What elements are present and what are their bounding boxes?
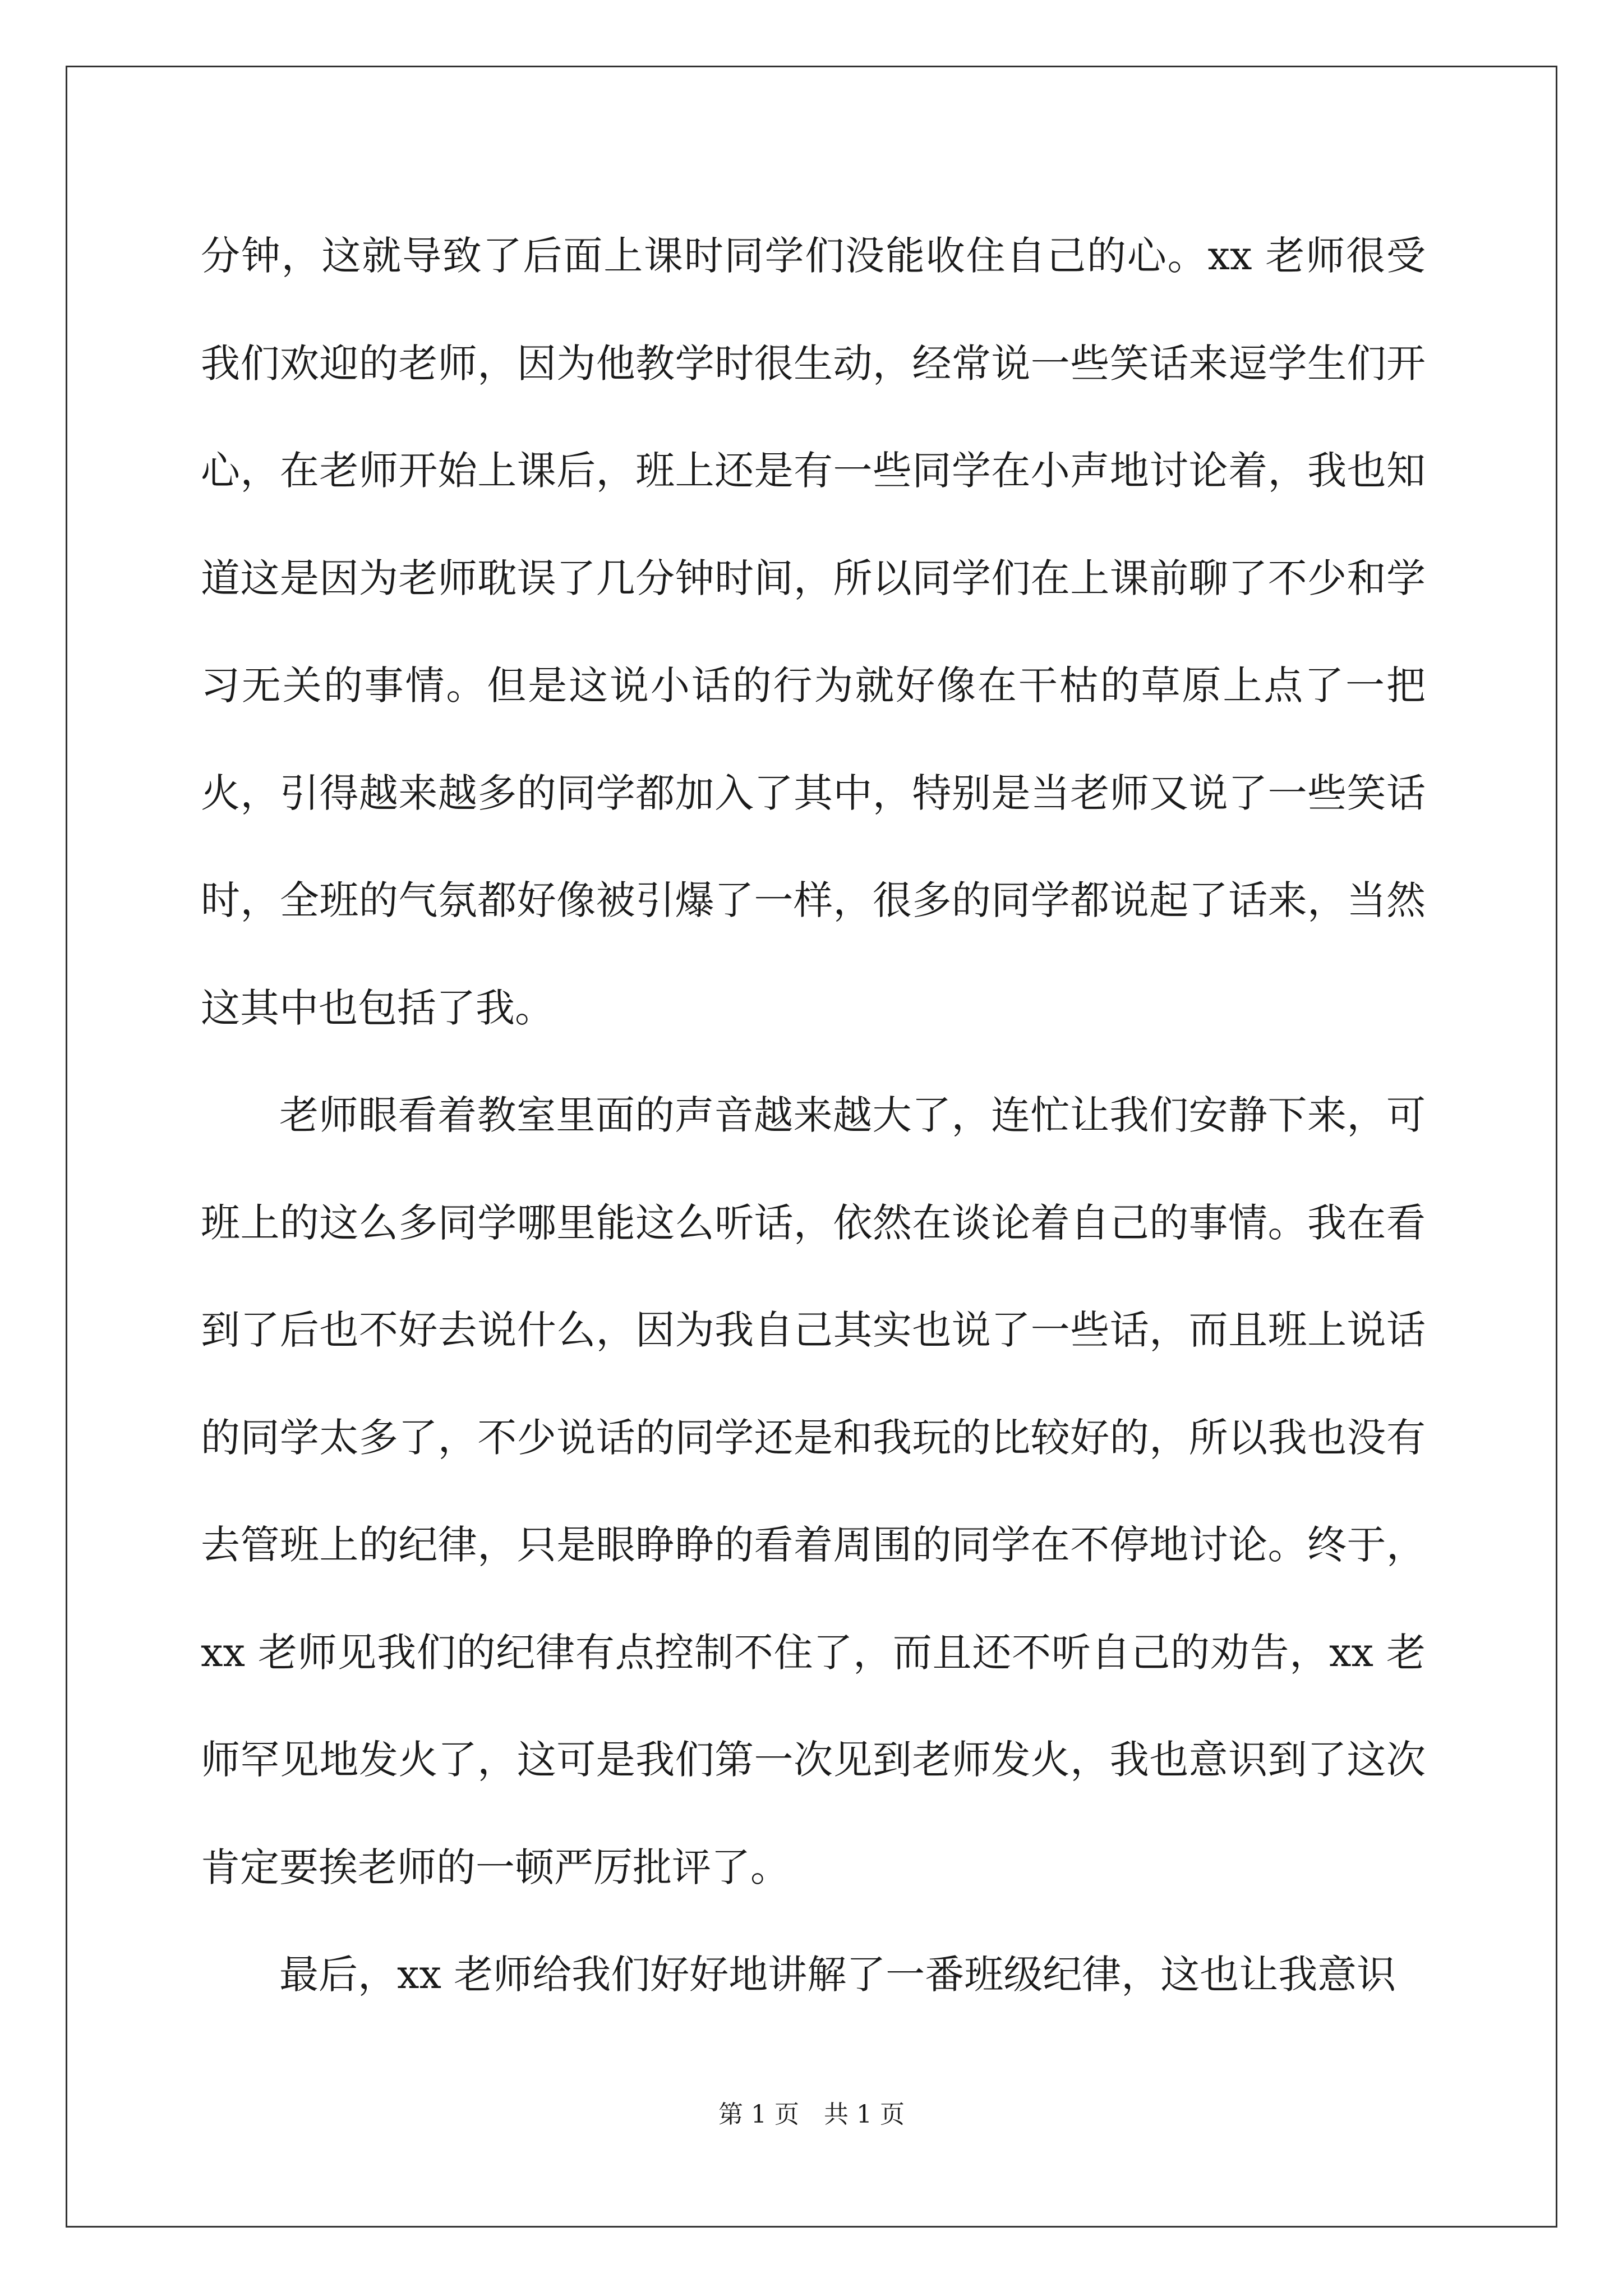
paragraph-1: 分钟，这就导致了后面上课时同学们没能收住自己的心。xx 老师很受我们欢迎的老师，因为他教学时很生动，经常说一些笑话来逗学生们开心，在老师开始上课后，班上还是有一些同学在小声地讨论着，我也知道这是因为老师耽误了几分钟时间，所以同学们在上课前聊了不少和学习无关的事情。但是这说小话的行为就好像在干枯的草原上点了一把火，引得越来越多的同学都加入了其中，特别是当老师又说了一些笑话时，全班的气氛都好像被引爆了一样，很多的同学都说起了话来，当然这其中也包括了我。 [201,233,1426,1031]
paragraph-3: 最后，xx 老师给我们好好地讲解了一番班级纪律，这也让我意识 [279,1952,1396,1998]
document-body [201,203,1426,2029]
page-footer: 第 1 页 共 1 页 [718,2100,905,2129]
paragraph-2: 老师眼看着教室里面的声音越来越大了，连忙让我们安静下来，可班上的这么多同学哪里能这么听话，依然在谈论着自己的事情。我在看到了后也不好去说什么，因为我自己其实也说了一些话，而且班上说话的同学太多了，不少说话的同学还是和我玩的比较好的，所以我也没有去管班上的纪律，只是眼睁睁的看着周围的同学在不停地讨论。终于，xx 老师见我们的纪律有点控制不住了，而且还不听自己的劝告，xx 老师罕见地发火了，这可是我们第一次见到老师发火，我也意识到了这次肯定要挨老师的一顿严厉批评了。 [201,1092,1426,1890]
